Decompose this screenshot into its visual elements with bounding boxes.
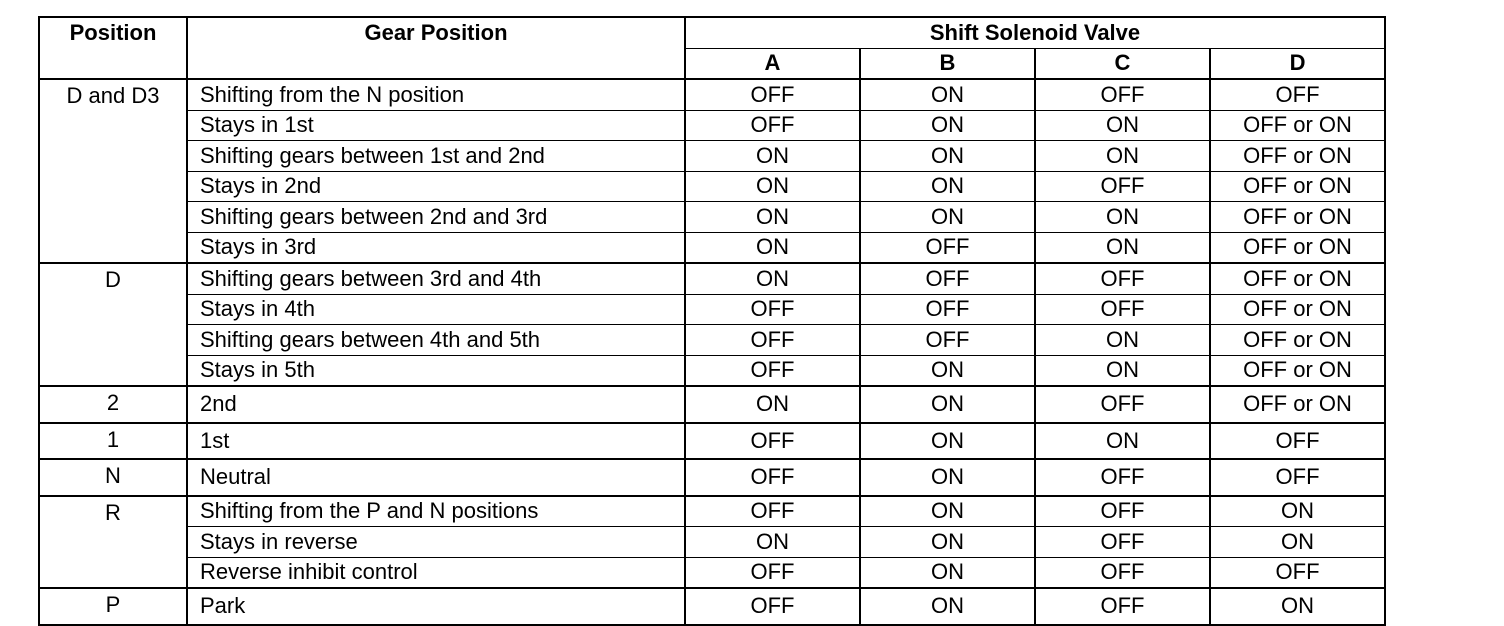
valve-b-cell: ON [860, 588, 1035, 625]
table-row [39, 355, 1385, 386]
valve-c-cell: ON [1035, 110, 1210, 141]
valve-d-cell: OFF or ON [1210, 263, 1385, 294]
valve-b-cell: ON [860, 202, 1035, 233]
valve-b-cell: OFF [860, 263, 1035, 294]
valve-c-cell: OFF [1035, 557, 1210, 588]
valve-b-cell: ON [860, 496, 1035, 527]
valve-d-cell: OFF or ON [1210, 325, 1385, 356]
valve-b-cell: OFF [860, 325, 1035, 356]
valve-d-cell: ON [1210, 588, 1385, 625]
position-cell: 2 [39, 386, 187, 423]
valve-d-cell: ON [1210, 496, 1385, 527]
valve-a-cell: ON [685, 171, 860, 202]
valve-c-cell: OFF [1035, 79, 1210, 110]
valve-a-cell: ON [685, 386, 860, 423]
valve-c-cell: ON [1035, 141, 1210, 172]
valve-b-cell: OFF [860, 294, 1035, 325]
gear-position-cell: Shifting from the N position [187, 79, 685, 110]
gear-position-cell: Shifting gears between 3rd and 4th [187, 263, 685, 294]
gear-position-cell: Stays in 1st [187, 110, 685, 141]
position-cell: R [39, 496, 187, 589]
gear-position-cell: Neutral [187, 459, 685, 496]
gear-position-cell: Stays in 5th [187, 355, 685, 386]
table-row [39, 79, 1385, 110]
position-cell: D [39, 263, 187, 386]
table-row [39, 141, 1385, 172]
valve-b-cell: ON [860, 355, 1035, 386]
valve-d-cell: OFF or ON [1210, 141, 1385, 172]
valve-c-cell: OFF [1035, 588, 1210, 625]
valve-c-cell: OFF [1035, 527, 1210, 558]
valve-a-cell: OFF [685, 79, 860, 110]
valve-b-cell: ON [860, 557, 1035, 588]
valve-c-cell: OFF [1035, 171, 1210, 202]
valve-b-cell: ON [860, 423, 1035, 460]
table-row [39, 202, 1385, 233]
table-row [39, 263, 1385, 294]
shift-solenoid-table [38, 16, 1386, 626]
valve-c-cell: OFF [1035, 386, 1210, 423]
valve-a-cell: ON [685, 527, 860, 558]
valve-c-cell: OFF [1035, 263, 1210, 294]
valve-d-cell: OFF or ON [1210, 110, 1385, 141]
valve-a-cell: OFF [685, 496, 860, 527]
valve-d-cell: OFF or ON [1210, 232, 1385, 263]
valve-d-cell: OFF or ON [1210, 171, 1385, 202]
valve-a-cell: ON [685, 263, 860, 294]
position-cell: D and D3 [39, 79, 187, 263]
gear-position-cell: Stays in reverse [187, 527, 685, 558]
gear-position-cell: Park [187, 588, 685, 625]
valve-a-cell: OFF [685, 557, 860, 588]
valve-c-cell: OFF [1035, 496, 1210, 527]
gear-position-cell: Shifting gears between 4th and 5th [187, 325, 685, 356]
valve-a-cell: OFF [685, 459, 860, 496]
valve-b-cell: ON [860, 141, 1035, 172]
valve-c-cell: ON [1035, 325, 1210, 356]
position-cell: N [39, 459, 187, 496]
header-valve-a: A [685, 48, 860, 79]
position-cell: 1 [39, 423, 187, 460]
table-row [39, 325, 1385, 356]
table-row [39, 459, 1385, 496]
valve-c-cell: ON [1035, 355, 1210, 386]
gear-position-cell: Stays in 3rd [187, 232, 685, 263]
gear-position-cell: Shifting from the P and N positions [187, 496, 685, 527]
gear-position-cell: Shifting gears between 2nd and 3rd [187, 202, 685, 233]
gear-position-cell: Shifting gears between 1st and 2nd [187, 141, 685, 172]
valve-b-cell: ON [860, 527, 1035, 558]
valve-c-cell: ON [1035, 423, 1210, 460]
valve-d-cell: ON [1210, 527, 1385, 558]
table-row [39, 110, 1385, 141]
table-row [39, 588, 1385, 625]
valve-a-cell: ON [685, 232, 860, 263]
table-row [39, 294, 1385, 325]
valve-b-cell: ON [860, 110, 1035, 141]
gear-position-cell: 2nd [187, 386, 685, 423]
header-gear-position: Gear Position [187, 17, 685, 79]
gear-position-cell: Stays in 2nd [187, 171, 685, 202]
table-row [39, 527, 1385, 558]
position-cell: P [39, 588, 187, 625]
valve-a-cell: OFF [685, 325, 860, 356]
header-shift-solenoid-valve: Shift Solenoid Valve [685, 17, 1385, 48]
gear-position-cell: Stays in 4th [187, 294, 685, 325]
header-position: Position [39, 17, 187, 79]
table-row [39, 171, 1385, 202]
valve-a-cell: OFF [685, 588, 860, 625]
valve-d-cell: OFF or ON [1210, 386, 1385, 423]
valve-d-cell: OFF or ON [1210, 355, 1385, 386]
valve-c-cell: OFF [1035, 294, 1210, 325]
header-valve-b: B [860, 48, 1035, 79]
valve-a-cell: OFF [685, 355, 860, 386]
table-row [39, 557, 1385, 588]
valve-d-cell: OFF or ON [1210, 202, 1385, 233]
valve-b-cell: ON [860, 386, 1035, 423]
valve-a-cell: OFF [685, 423, 860, 460]
valve-a-cell: OFF [685, 110, 860, 141]
header-valve-c: C [1035, 48, 1210, 79]
valve-d-cell: OFF [1210, 557, 1385, 588]
header-valve-d: D [1210, 48, 1385, 79]
table-header [39, 17, 1385, 79]
valve-c-cell: ON [1035, 232, 1210, 263]
valve-b-cell: ON [860, 459, 1035, 496]
valve-b-cell: OFF [860, 232, 1035, 263]
valve-d-cell: OFF or ON [1210, 294, 1385, 325]
valve-a-cell: OFF [685, 294, 860, 325]
table-body [39, 79, 1385, 625]
valve-a-cell: ON [685, 202, 860, 233]
table-row [39, 423, 1385, 460]
valve-b-cell: ON [860, 171, 1035, 202]
valve-c-cell: OFF [1035, 459, 1210, 496]
valve-d-cell: OFF [1210, 459, 1385, 496]
table-row [39, 232, 1385, 263]
table-row [39, 496, 1385, 527]
valve-a-cell: ON [685, 141, 860, 172]
gear-position-cell: Reverse inhibit control [187, 557, 685, 588]
valve-d-cell: OFF [1210, 423, 1385, 460]
valve-b-cell: ON [860, 79, 1035, 110]
table-row [39, 386, 1385, 423]
gear-position-cell: 1st [187, 423, 685, 460]
valve-d-cell: OFF [1210, 79, 1385, 110]
valve-c-cell: ON [1035, 202, 1210, 233]
